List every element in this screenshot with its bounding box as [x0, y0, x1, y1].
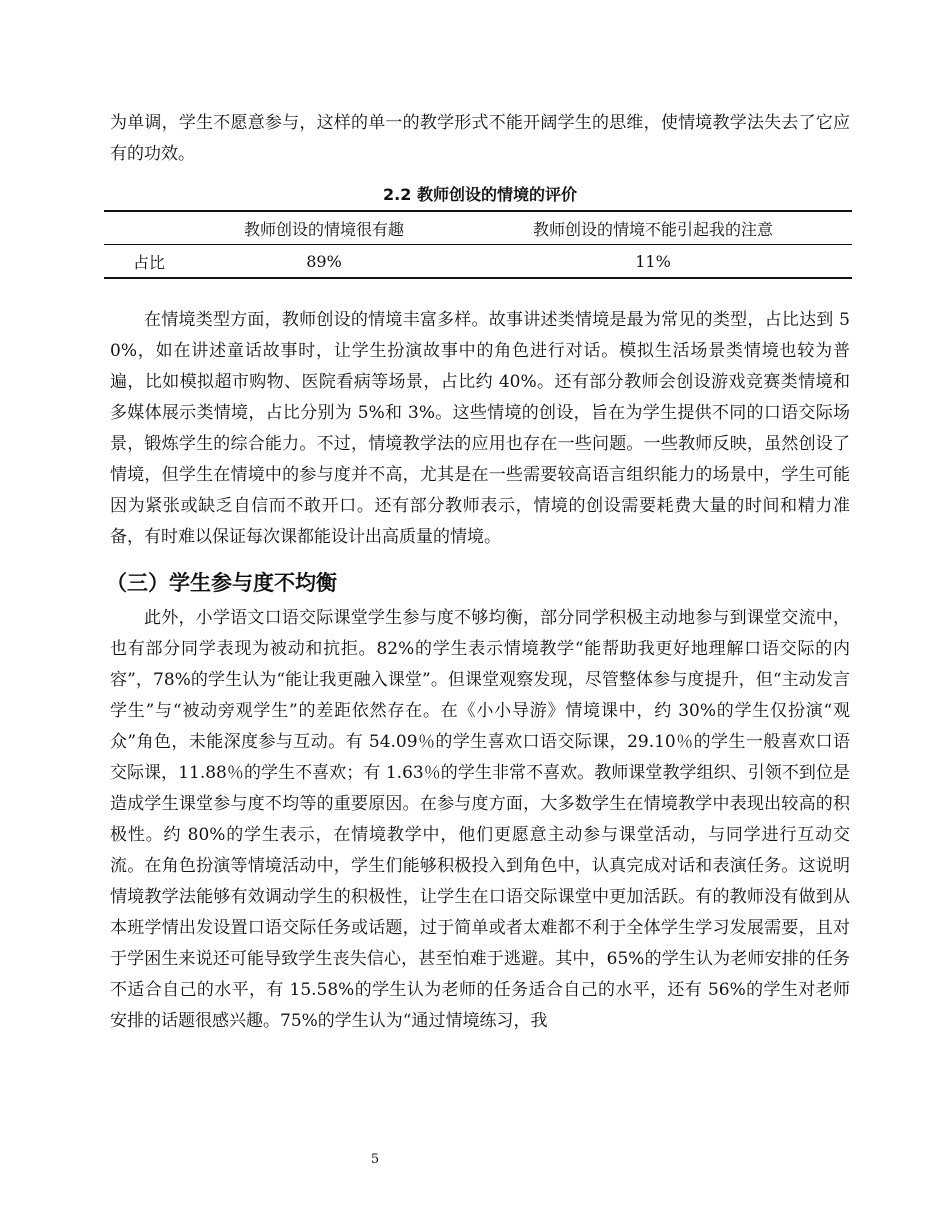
page-content [106, 108, 850, 1037]
paragraph-situation-types: 在情境类型方面，教师创设的情境丰富多样。故事讲述类情境是最为常见的类型，占比达到 50%，如在讲述童话故事时，让学生扮演故事中的角色进行对话。模拟生活场景类情境也较为普遍，比如模拟超市购物、医院看病等场景，占比约 40%。还有部分教师会创设游戏竞赛类情境和多媒体展示类情境，占比分别为 5%和 3%。这些情境的创设，旨在为学生提供不同的口语交际场景，锻炼学生的综合能力。不过，情境教学法的应用也存在一些问题。一些教师反映，虽然创设了情境，但学生在情境中的参与度并不高，尤其是在一些需要较高语言组织能力的场景中，学生可能因为紧张或缺乏自信而不敢开口。还有部分教师表示，情境的创设需要耗费大量的时间和精力准备，有时难以保证每次课都能设计出高质量的情境。 [110, 310, 850, 547]
table-row [104, 245, 852, 279]
paragraph-participation: 此外，小学语文口语交际课堂学生参与度不够均衡，部分同学积极主动地参与到课堂交流中，也有部分同学表现为被动和抗拒。82%的学生表示情境教学“能帮助我更好地理解口语交际的内容”，78%的学生认为“能让我更融入课堂”。但课堂观察发现，尽管整体参与度提升，但“主动发言学生”与“被动旁观学生”的差距依然存在。在《小小导游》情境课中，约 30%的学生仅扮演“观众”角色，未能深度参与互动。有 54.09％的学生喜欢口语交际课，29.10％的学生一般喜欢口语交际课，11.88％的学生不喜欢；有 1.63％的学生非常不喜欢。教师课堂教学组织、引领不到位是造成学生课堂参与度不均等的重要原因。在参与度方面，大多数学生在情境教学中表现出较高的积极性。约 80%的学生表示，在情境教学中，他们更愿意主动参与课堂活动，与同学进行互动交流。在角色扮演等情境活动中，学生们能够积极投入到角色中，认真完成对话和表演任务。这说明情境教学法能够有效调动学生的积极性，让学生在口语交际课堂中更加活跃。有的教师没有做到从本班学情出发设置口语交际任务或话题，过于简单或者太难都不利于全体学生学习发展需要，且对于学困生来说还可能导致学生丧失信心，甚至怕难于逃避。其中，65%的学生认为老师安排的任务不适合自己的水平，有 15.58%的学生认为老师的任务适合自己的水平，还有 56%的学生对老师安排的话题很感兴趣。75%的学生认为“通过情境练习，我 [110, 608, 850, 1031]
table-header-not-attractive: 教师创设的情境不能引起我的注意 [532, 219, 773, 239]
page-number: 5 [370, 1152, 380, 1167]
table-header-empty [104, 211, 194, 245]
table-header-row [104, 211, 852, 245]
section-heading: （三）学生参与度不均衡 [106, 571, 337, 595]
intro-paragraph: 为单调，学生不愿意参与，这样的单一的教学形式不能开阔学生的思维，使情境教学法失去了它应有的功效。 [110, 113, 850, 164]
table-cell-interesting: 89% [306, 251, 342, 271]
evaluation-table [104, 210, 852, 279]
table-header-interesting: 教师创设的情境很有趣 [243, 219, 404, 239]
table-caption: 2.2 教师创设的情境的评价 [383, 185, 577, 204]
table-cell-not-attractive: 11% [635, 251, 671, 271]
table-row-label: 占比 [132, 252, 165, 272]
